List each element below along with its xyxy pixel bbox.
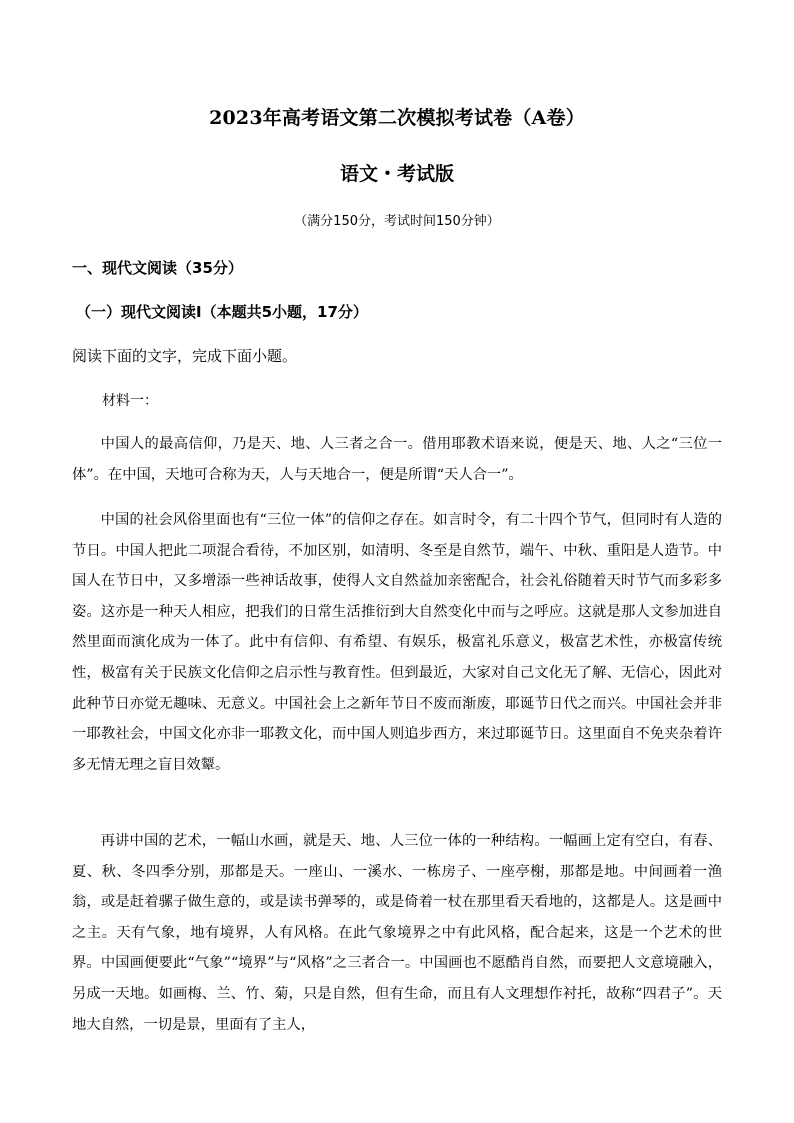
exam-title: 2023年高考语文第二次模拟考试卷（A卷） — [209, 107, 585, 129]
material-label: 材料一： — [102, 393, 158, 409]
exam-subtitle: 语文・考试版 — [339, 163, 454, 185]
body-paragraph-2: 中国的社会风俗里面也有“三位一体”的信仰之存在。如言时令，有二十四个节气，但同时有人造的节日。中国人把此二项混合看待，不加区别，如清明、冬至是自然节，端午、中秋、重阳是人造节。中国人在节日中，又多增添一些神话故事，使得人文自然益加亲密配合，社会礼俗随着天时节气而多彩多姿。这亦是一种天人相应，把我们的日常生活推衍到大自然变化中而与之呼应。这就是那人文参加进自然里面而演化成为一体了。此中有信仰、有希望、有娱乐，极富礼乐意义，极富艺术性，亦极富传统性，极富有关于民族文化信仰之启示性与教育性。但到最近，大家对自己文化无了解、无信心，因此对此种节日亦觉无趣味、无意义。中国社会上之新年节日不废而渐废，耶诞节日代之而兴。中国社会并非一耶教社会，中国文化亦非一耶教文化，而中国人则追步西方，来过耶诞节日。这里面自不免夹杂着许多无情无理之盲目效颦。 — [72, 512, 722, 773]
reading-instruction: 阅读下面的文字，完成下面小题。 — [72, 347, 298, 365]
body-paragraph-3: 再讲中国的艺术，一幅山水画，就是天、地、人三位一体的一种结构。一幅画上定有空白，有春、夏、秋、冬四季分别，那都是天。一座山、一溪水、一栋房子、一座亭榭，那都是地。中间画着一渔翁，或是赶着骡子做生意的，或是读书弹琴的，或是倚着一杖在那里看天看地的，这都是人。这是画中之主。天有气象，地有境界，人有风格。在此气象境界之中有此风格，配合起来，这是一个艺术的世界。中国画便要此“气象”“境界”与“风格”之三者合一。中国画也不愿酷肖自然，而要把人文意境融入，另成一天地。如画梅、兰、竹、菊，只是自然，但有生命，而且有人文理想作衬托，故称“四君子”。天地大自然，一切是景，里面有了主人， — [72, 833, 722, 1033]
subsection-heading: （一）现代文阅读Ⅰ（本题共5小题，17分） — [76, 303, 368, 321]
score-time-note: （满分150分，考试时间150分钟） — [294, 214, 500, 229]
section-heading: 一、现代文阅读（35分） — [72, 259, 243, 277]
body-paragraph-1: 中国人的最高信仰，乃是天、地、人三者之合一。借用耶教术语来说，便是天、地、人之“三位一体”。在中国，天地可合称为天，人与天地合一，便是所谓“天人合一”。 — [72, 436, 722, 483]
